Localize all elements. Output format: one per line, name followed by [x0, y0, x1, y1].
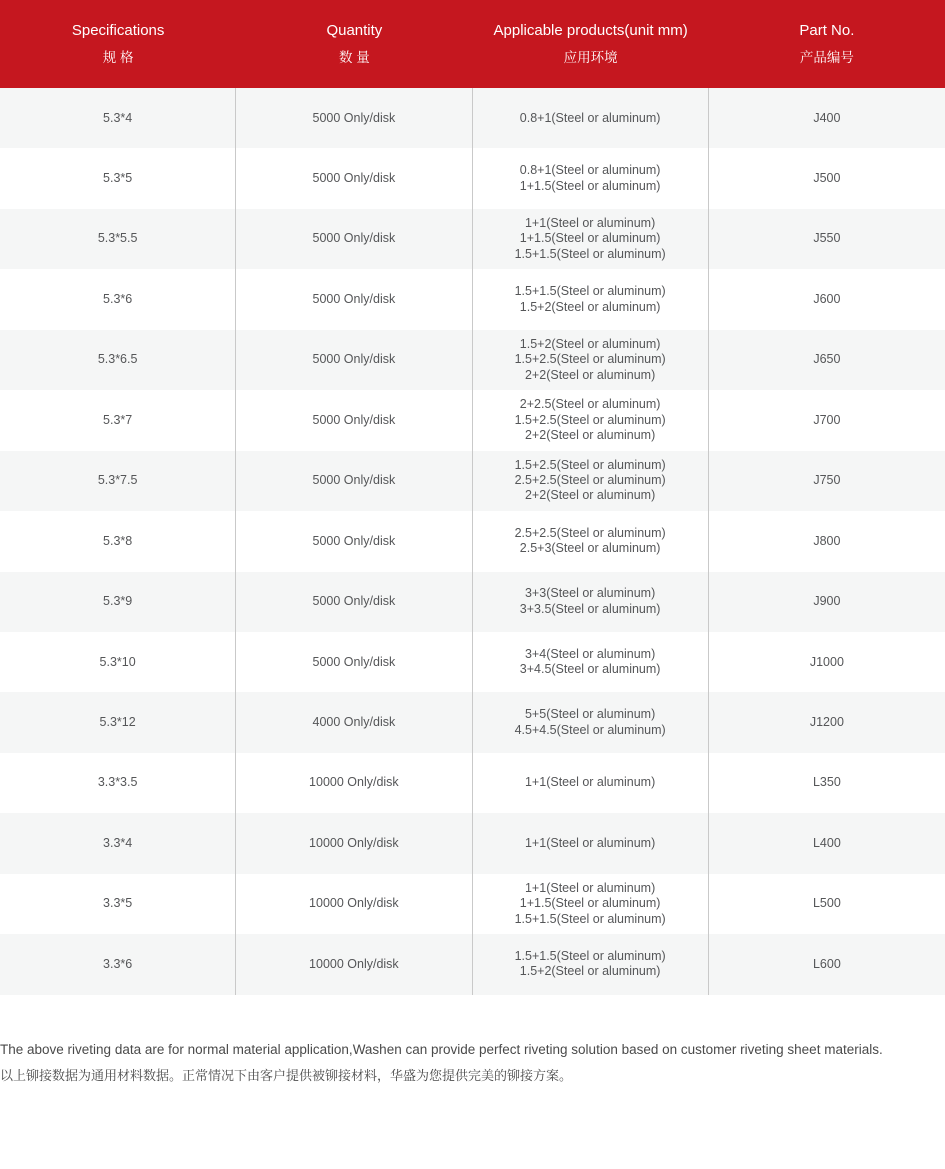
quantity-cell: 5000 Only/disk	[236, 209, 472, 269]
applicable-line: 1.5+2.5(Steel or aluminum)	[514, 412, 666, 427]
table-row	[0, 632, 945, 692]
part-no-cell: L500	[812, 896, 841, 911]
header-cell-applicable-products	[473, 0, 709, 88]
applicable-line: 1+1.5(Steel or aluminum)	[519, 178, 661, 193]
header-label-zh: 应用环境	[563, 50, 618, 65]
table-row	[0, 209, 945, 269]
part-no-cell: J550	[813, 231, 841, 246]
part-no-cell: L400	[812, 835, 841, 850]
applicable-cell	[473, 148, 709, 208]
spec-cell: 5.3*5.5	[0, 209, 236, 269]
part-no-cell: J700	[813, 412, 841, 427]
applicable-line: 1+1(Steel or aluminum)	[524, 775, 656, 790]
applicable-cell	[473, 451, 709, 511]
table-row	[0, 390, 945, 450]
applicable-cell	[473, 511, 709, 571]
applicable-line: 2.5+2.5(Steel or aluminum)	[514, 525, 666, 540]
applicable-cell	[473, 209, 709, 269]
applicable-line: 4.5+4.5(Steel or aluminum)	[514, 722, 666, 737]
applicable-line: 3+3.5(Steel or aluminum)	[519, 601, 661, 616]
spec-cell: 5.3*4	[0, 88, 236, 148]
applicable-line: 1.5+1.5(Steel or aluminum)	[514, 949, 666, 964]
applicable-cell	[473, 874, 709, 934]
quantity-cell: 10000 Only/disk	[236, 934, 472, 994]
table-row	[0, 511, 945, 571]
part-no-cell: J650	[813, 352, 841, 367]
table-row	[0, 88, 945, 148]
applicable-cell	[473, 269, 709, 329]
header-label-zh: 规 格	[102, 50, 134, 65]
applicable-line: 1+1(Steel or aluminum)	[524, 216, 656, 231]
quantity-cell: 10000 Only/disk	[236, 753, 472, 813]
spec-cell: 3.3*4	[0, 813, 236, 873]
spec-cell: 5.3*12	[0, 692, 236, 752]
applicable-cell	[473, 572, 709, 632]
quantity-cell: 10000 Only/disk	[236, 874, 472, 934]
footer-note-zh: 以上铆接数据为通用材料数据。正常情况下由客户提供被铆接材料，华盛为您提供完美的铆接方案。	[0, 1067, 573, 1083]
table-row	[0, 692, 945, 752]
part-no-cell: J600	[813, 291, 841, 306]
part-no-cell: J900	[813, 594, 841, 609]
applicable-line: 3+4(Steel or aluminum)	[524, 646, 656, 661]
header-label-zh: 数 量	[338, 50, 370, 65]
applicable-line: 1.5+1.5(Steel or aluminum)	[514, 284, 666, 299]
applicable-line: 1.5+2.5(Steel or aluminum)	[514, 352, 666, 367]
quantity-cell: 5000 Only/disk	[236, 390, 472, 450]
quantity-cell: 5000 Only/disk	[236, 572, 472, 632]
spec-cell: 3.3*5	[0, 874, 236, 934]
applicable-line: 1.5+2(Steel or aluminum)	[519, 299, 661, 314]
footer-note-en: The above riveting data are for normal material application,Washen can provide perfect riveting solution based on customer riveting sheet materials.	[0, 1041, 883, 1057]
applicable-line: 5+5(Steel or aluminum)	[524, 707, 656, 722]
applicable-line: 1+1.5(Steel or aluminum)	[519, 896, 661, 911]
applicable-line: 1.5+2.5(Steel or aluminum)	[514, 457, 666, 472]
applicable-line: 1.5+2(Steel or aluminum)	[519, 337, 661, 352]
applicable-cell	[473, 330, 709, 390]
spec-cell: 5.3*6	[0, 269, 236, 329]
applicable-cell	[473, 88, 709, 148]
applicable-line: 1.5+1.5(Steel or aluminum)	[514, 246, 666, 261]
spec-cell: 3.3*6	[0, 934, 236, 994]
footer-note	[0, 1041, 945, 1084]
applicable-line: 2+2(Steel or aluminum)	[524, 428, 656, 443]
spec-cell: 5.3*9	[0, 572, 236, 632]
part-no-cell: L350	[812, 775, 841, 790]
quantity-cell: 5000 Only/disk	[236, 451, 472, 511]
table-row	[0, 753, 945, 813]
header-cell-specifications	[0, 0, 236, 88]
spec-cell: 5.3*7.5	[0, 451, 236, 511]
applicable-line: 2+2(Steel or aluminum)	[524, 367, 656, 382]
part-no-cell: J800	[813, 533, 841, 548]
table-body	[0, 88, 945, 995]
applicable-line: 1.5+2(Steel or aluminum)	[519, 964, 661, 979]
part-no-cell: J400	[813, 110, 841, 125]
part-no-cell: J500	[813, 171, 841, 185]
table-row	[0, 572, 945, 632]
applicable-line: 0.8+1(Steel or aluminum)	[519, 110, 661, 125]
header-label-en: Quantity	[326, 22, 383, 39]
spec-cell: 5.3*10	[0, 632, 236, 692]
header-cell-quantity	[236, 0, 472, 88]
quantity-cell: 4000 Only/disk	[236, 692, 472, 752]
quantity-cell: 5000 Only/disk	[236, 88, 472, 148]
quantity-cell: 10000 Only/disk	[236, 813, 472, 873]
applicable-line: 3+3(Steel or aluminum)	[524, 586, 656, 601]
table-row	[0, 330, 945, 390]
header-label-zh: 产品编号	[799, 50, 854, 65]
applicable-line: 2+2.5(Steel or aluminum)	[519, 397, 661, 412]
quantity-cell: 5000 Only/disk	[236, 269, 472, 329]
header-label-en: Applicable products(unit mm)	[493, 22, 688, 39]
table-row	[0, 813, 945, 873]
table-row	[0, 451, 945, 511]
spec-cell: 5.3*6.5	[0, 330, 236, 390]
part-no-cell: J1200	[809, 714, 844, 729]
applicable-cell	[473, 753, 709, 813]
applicable-cell	[473, 934, 709, 994]
applicable-cell	[473, 390, 709, 450]
applicable-line: 2.5+3(Steel or aluminum)	[519, 541, 661, 556]
quantity-cell: 5000 Only/disk	[236, 511, 472, 571]
table-header-row	[0, 0, 945, 88]
applicable-line: 1+1(Steel or aluminum)	[524, 880, 656, 895]
applicable-line: 0.8+1(Steel or aluminum)	[519, 163, 661, 178]
table-row	[0, 148, 945, 208]
part-no-cell: J1000	[809, 654, 844, 669]
quantity-cell: 5000 Only/disk	[236, 148, 472, 208]
table-row	[0, 934, 945, 994]
header-label-en: Part No.	[799, 22, 855, 39]
spec-cell: 3.3*3.5	[0, 753, 236, 813]
applicable-cell	[473, 632, 709, 692]
table-row	[0, 269, 945, 329]
applicable-cell	[473, 813, 709, 873]
part-no-cell: J750	[813, 473, 841, 488]
applicable-line: 3+4.5(Steel or aluminum)	[519, 662, 661, 677]
header-label-en: Specifications	[71, 22, 165, 39]
applicable-line: 1+1(Steel or aluminum)	[524, 835, 656, 850]
table-row	[0, 874, 945, 934]
spec-cell: 5.3*7	[0, 390, 236, 450]
quantity-cell: 5000 Only/disk	[236, 330, 472, 390]
spec-cell: 5.3*8	[0, 511, 236, 571]
applicable-cell	[473, 692, 709, 752]
applicable-line: 2+2(Steel or aluminum)	[524, 488, 656, 503]
spec-cell: 5.3*5	[0, 148, 236, 208]
applicable-line: 1+1.5(Steel or aluminum)	[519, 231, 661, 246]
applicable-line: 2.5+2.5(Steel or aluminum)	[514, 473, 666, 488]
quantity-cell: 5000 Only/disk	[236, 632, 472, 692]
applicable-line: 1.5+1.5(Steel or aluminum)	[514, 911, 666, 926]
header-cell-part-no	[709, 0, 945, 88]
part-no-cell: L600	[812, 956, 841, 971]
